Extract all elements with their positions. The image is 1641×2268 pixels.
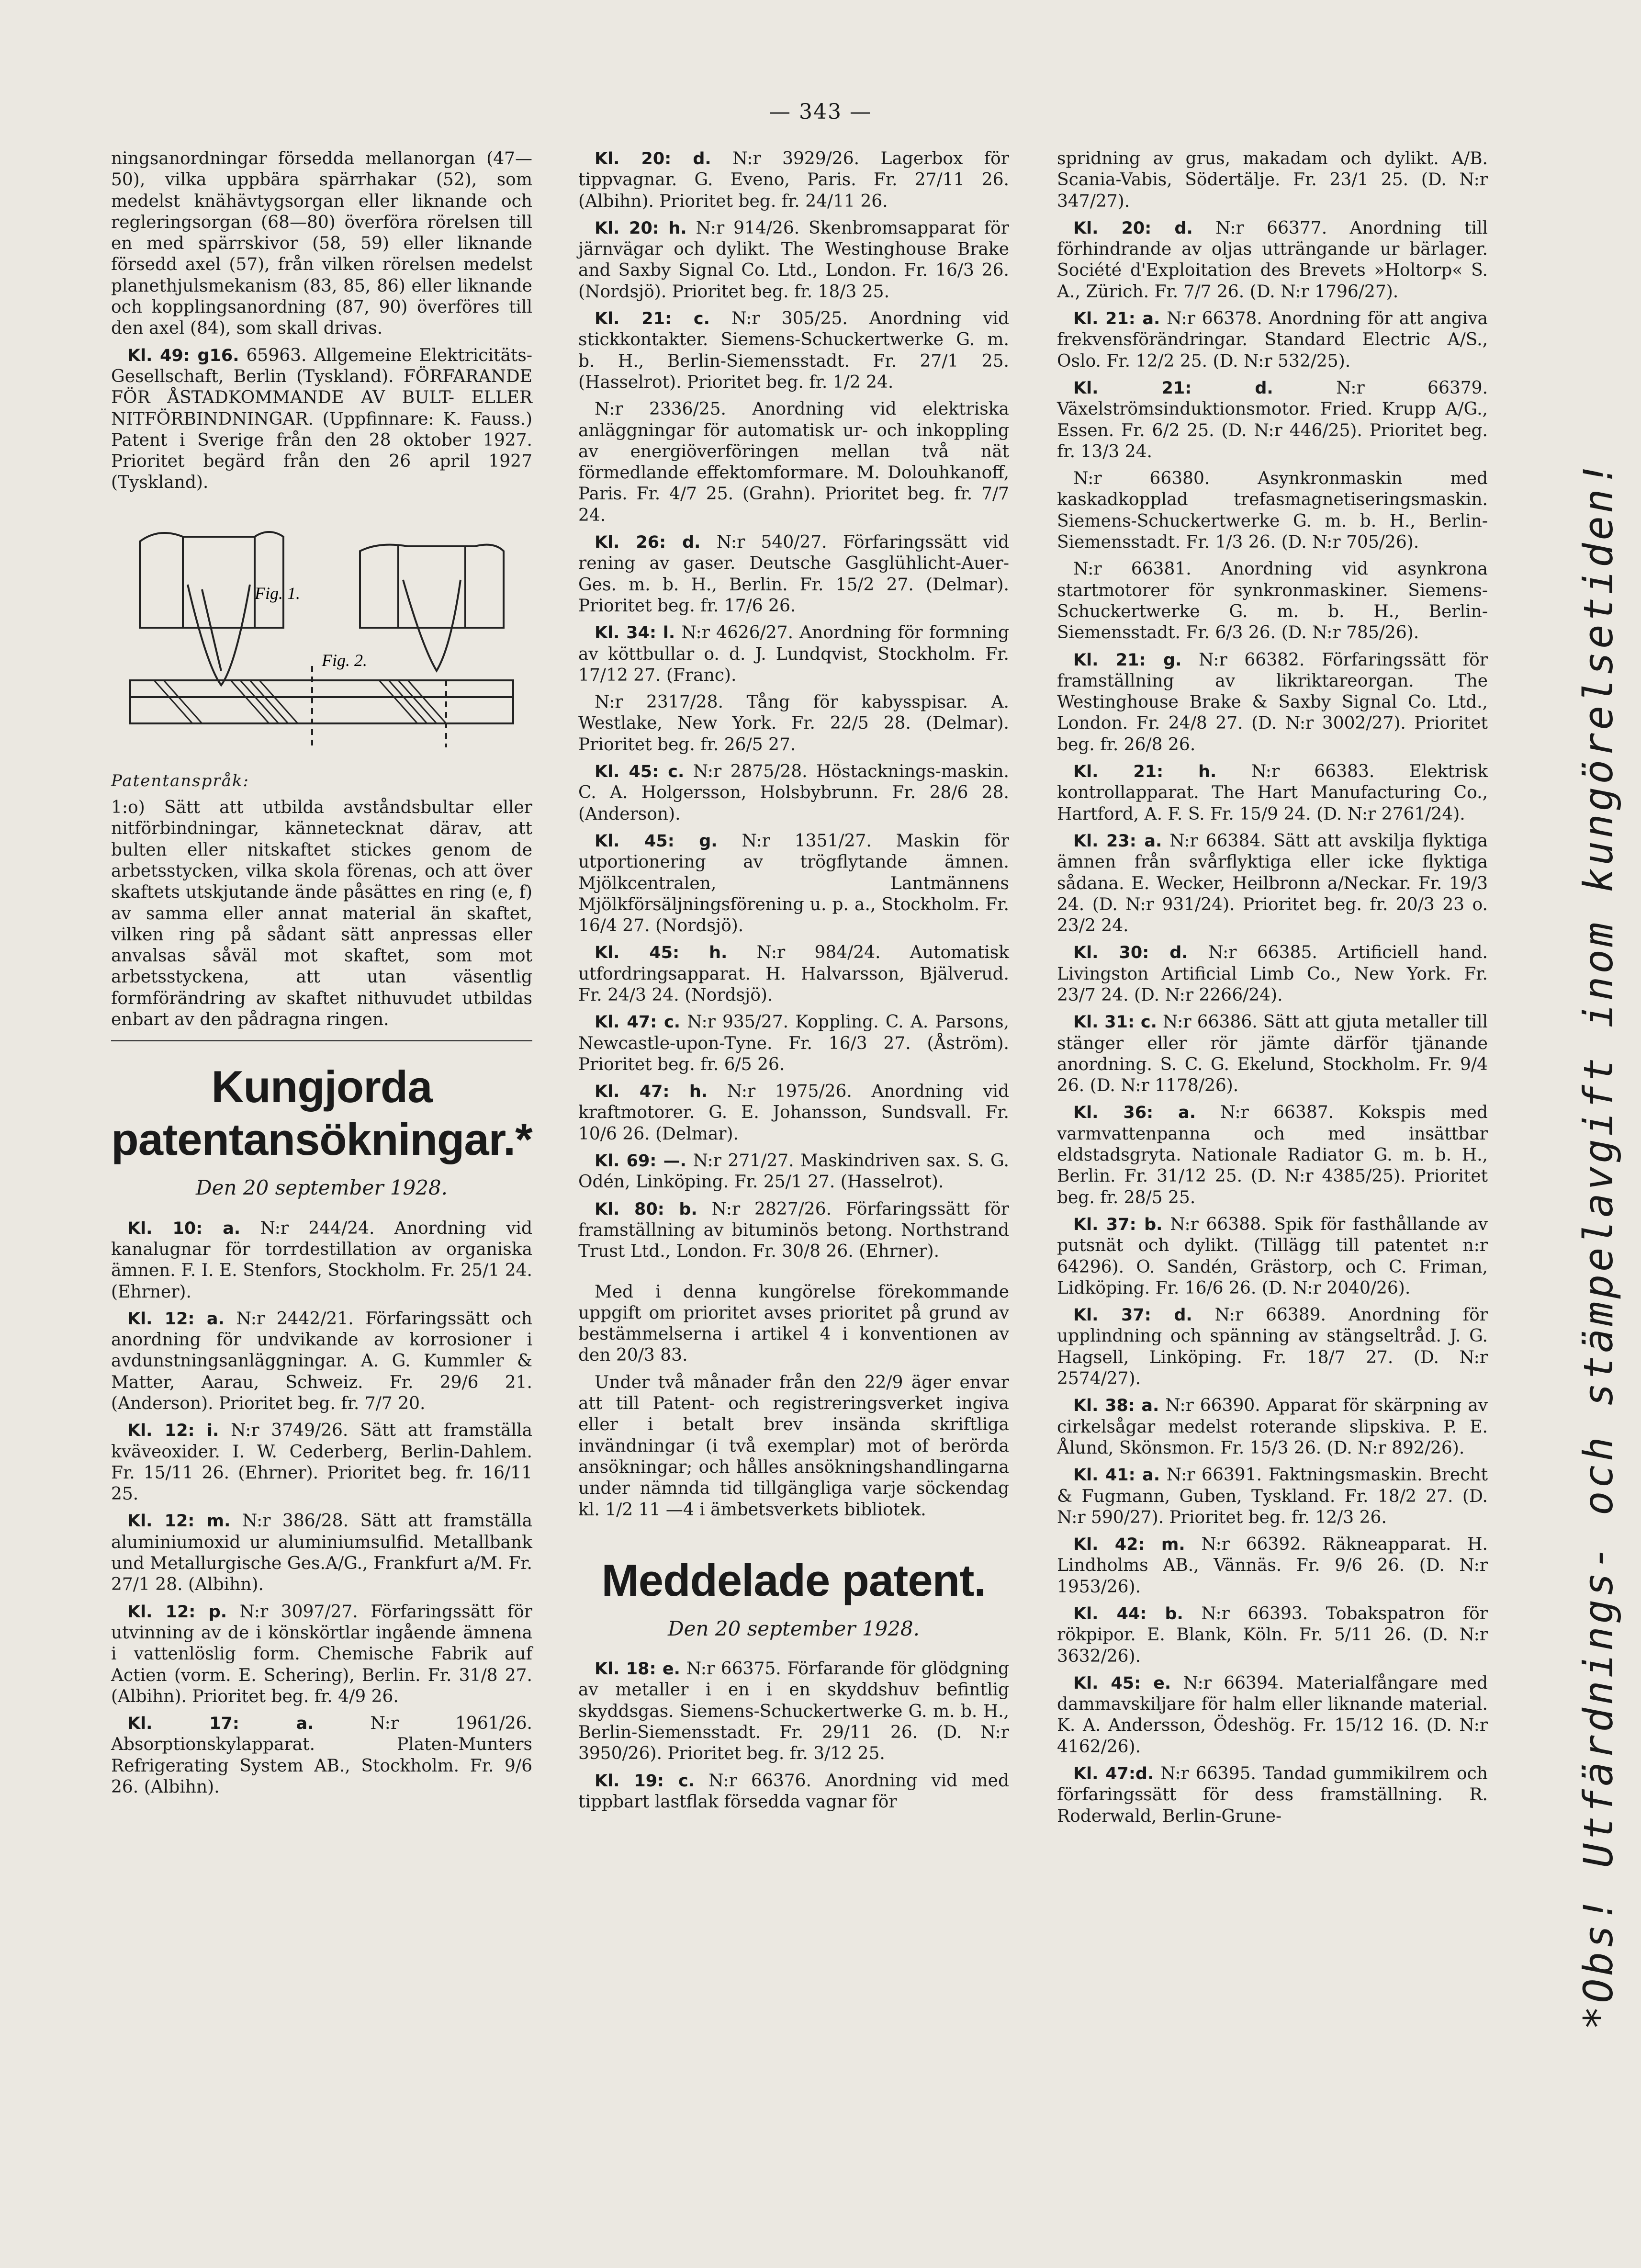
entry-text: N:r 66382. Förfaringssätt för framställning av likriktareorgan. The Westinghouse Brake & Saxby Signal Co. Ltd., London. Fr. 24/8 27. (D. N:r 3002/27). Prioritet beg. fr. 26/8 26. xyxy=(1057,650,1488,755)
entry-text: N:r 1351/27. Maskin för utportionering av trögflytande ämnen. Mjölkcentralen, Lantmännens Mjölkförsäljningsförening u. p. a., Stockholm. Fr. 16/4 27. (Nordsjö). xyxy=(578,831,1009,936)
page-number: — 343 — xyxy=(769,100,872,124)
class-label: Kl. 38: a. xyxy=(1073,1396,1159,1416)
entry-text: N:r 66395. Tandad gummikilrem och förfaringssätt för dess framställning. R. Roderwald, Berlin-Grune- xyxy=(1057,1764,1488,1826)
application-entry xyxy=(111,1420,532,1505)
class-label: Kl. 41: a. xyxy=(1073,1466,1160,1485)
entry-text: N:r 540/27. Förfaringssätt vid rening av gaser. Deutsche Gasglühlicht-Auer-Ges. m. b. H., Berlin. Fr. 15/2 27. (Delmar). Prioritet beg. fr. 17/6 26. xyxy=(578,532,1009,616)
application-entry xyxy=(111,1713,532,1798)
entry-text: spridning av grus, makadam och dylikt. A/B. Scania-Vabis, Södertälje. Fr. 23/1 25. (D. N:r 347/27). xyxy=(1057,149,1488,211)
application-entry xyxy=(578,761,1009,825)
class-label: Kl. 21: g. xyxy=(1073,650,1182,670)
class-label: Kl. 80: b. xyxy=(595,1199,697,1219)
entry-text: N:r 271/27. Maskindriven sax. S. G. Odén, Linköping. Fr. 25/1 27. (Hasselrot). xyxy=(578,1151,1009,1192)
entry-text: N:r 66392. Räkneapparat. H. Lindholms AB., Vännäs. Fr. 9/6 26. (D. N:r 1953/26). xyxy=(1057,1535,1488,1597)
section-date: Den 20 september 1928. xyxy=(668,1616,920,1640)
application-entry xyxy=(578,1081,1009,1145)
entry-text: N:r 305/25. Anordning vid stickkontakter. Siemens-Schuckertwerke G. m. b. H., Berlin-Siemensstadt. Fr. 27/1 25. (Hasselrot). Prioritet beg. fr. 1/2 24. xyxy=(578,309,1010,392)
entry-text: N:r 935/27. Koppling. C. A. Parsons, Newcastle-upon-Tyne. Fr. 16/3 27. (Åström). Prioritet beg. fr. 6/5 26. xyxy=(578,1012,1009,1074)
class-label: Kl. 36: a. xyxy=(1073,1103,1196,1123)
application-entry xyxy=(111,1602,532,1707)
section-heading-applications: Kungjorda patentansökningar.* xyxy=(111,1061,532,1165)
class-label: Kl. 21: d. xyxy=(1073,378,1273,398)
entry-text: N:r 66385. Artificiell hand. Livingston Artificial Limb Co., New York. Fr. 23/7 24. (D. N:r 2266/24). xyxy=(1057,943,1488,1005)
class-label: Kl. 47: h. xyxy=(595,1082,708,1102)
application-entry xyxy=(578,622,1009,686)
entry-text: N:r 244/24. Anordning vid kanalugnar för torrdestillation av organiska ämnen. F. I. E. Stenfors, Stockholm. Fr. 25/1 24. (Ehrner). xyxy=(111,1218,533,1302)
class-label: Kl. 45: h. xyxy=(595,943,728,963)
patent-entry xyxy=(1057,650,1488,756)
class-label: Kl. 49: g16. xyxy=(127,346,239,365)
application-entry xyxy=(578,399,1009,526)
entry-text: N:r 3929/26. Lagerbox för tippvagnar. G. Eveno, Paris. Fr. 27/11 26. (Albihn). Prioritet beg. fr. 24/11 26. xyxy=(578,149,1009,211)
patent-entry xyxy=(1057,559,1488,643)
application-entry xyxy=(578,942,1009,1006)
patent-entry xyxy=(1057,831,1488,937)
section-divider xyxy=(111,1040,532,1041)
entry-text: N:r 1975/26. Anordning vid kraftmotorer. G. E. Johansson, Sundsvall. Fr. 10/6 26. (Delmar). xyxy=(578,1082,1009,1144)
class-label: Kl. 45: c. xyxy=(595,762,685,782)
entry-text: N:r 66377. Anordning till förhindrande av oljas utträngande ur bärlager. Société d'Exploitation des Brevets »Holtorp« S. A., Zürich. Fr. 7/7 26. (D. N:r 1796/27). xyxy=(1057,218,1488,302)
column-2 xyxy=(578,148,1009,1818)
patent-entry xyxy=(1057,378,1488,463)
entry-text: N:r 2317/28. Tång för kabysspisar. A. Westlake, New York. Fr. 22/5 28. (Delmar). Prioritet beg. fr. 26/5 27. xyxy=(578,692,1009,755)
entry-text: N:r 2875/28. Höstacknings-maskin. C. A. Holgersson, Holsbybrunn. Fr. 28/6 28. (Anderson). xyxy=(578,762,1009,824)
entry-text: N:r 914/26. Skenbromsapparat för järnvägar och dylikt. The Westinghouse Brake and Saxby Signal Co. Ltd., London. Fr. 16/3 26. (Nordsjö). Prioritet beg. fr. 18/3 25. xyxy=(578,218,1009,302)
fig1-label: Fig. 1. xyxy=(255,583,300,603)
class-label: Kl. 45: e. xyxy=(1073,1673,1171,1693)
class-label: Kl. 10: a. xyxy=(127,1219,241,1238)
class-label: Kl. 21: h. xyxy=(1073,762,1217,782)
class-label: Kl. 47: c. xyxy=(595,1013,681,1032)
class-label: Kl. 26: d. xyxy=(595,533,701,553)
application-entry xyxy=(578,1199,1009,1263)
class-label: Kl. 21: a. xyxy=(1073,309,1160,329)
entry-text: N:r 66387. Kokspis med varmvattenpanna och med insättbar eldstadsgryta. Nationale Radiator G. m. b. H., Berlin. Fr. 31/12 25. (D. N:r 4385/25). Prioritet beg. fr. 28/5 25. xyxy=(1057,1103,1488,1207)
application-entry xyxy=(578,218,1009,303)
entry-text: N:r 66394. Materialfångare med dammavskiljare för halm eller liknande material. K. A. Andersson, Ödeshög. Fr. 15/12 16. (D. N:r 4162/26). xyxy=(1057,1673,1488,1757)
patent-entry xyxy=(111,345,532,494)
class-label: Kl. 17: a. xyxy=(127,1714,314,1734)
patent-entry xyxy=(1057,1102,1488,1208)
entry-text: N:r 386/28. Sätt att framställa aluminiumoxid ur aluminiumsulfid. Metallbank und Metallurgische Ges.A/G., Frankfurt a/M. Fr. 27/1 28. (Albihn). xyxy=(111,1511,532,1595)
class-label: Kl. 12: i. xyxy=(127,1421,219,1441)
entry-text: N:r 66389. Anordning för upplindning och spänning av stängseltråd. J. G. Hagsell, Linköping. Fr. 18/7 27. (D. N:r 2574/27). xyxy=(1057,1305,1488,1389)
rivet-figure-svg xyxy=(111,508,532,757)
claim-heading: Patentanspråk: xyxy=(111,771,249,790)
class-label: Kl. 18: e. xyxy=(595,1659,680,1679)
class-label: Kl. 21: c. xyxy=(595,309,710,329)
application-entry xyxy=(111,1511,532,1595)
class-label: Kl. 45: g. xyxy=(595,831,718,851)
entry-text: N:r 66381. Anordning vid asynkrona startmotorer för synkronmaskiner. Siemens-Schuckertwerke G. m. b. H., Berlin-Siemensstadt. Fr. 6/3 26. (D. N:r 785/26). xyxy=(1057,559,1488,643)
entry-text: N:r 66380. Asynkronmaskin med kaskadkopplad trefasmagnetiseringsmaskin. Siemens-Schuckertwerke G. m. b. H., Berlin-Siemensstadt. Fr. 1/3 26. (D. N:r 705/26). xyxy=(1057,469,1488,553)
class-label: Kl. 12: a. xyxy=(127,1309,225,1329)
class-label: Kl. 20: d. xyxy=(1073,218,1193,238)
patent-entry xyxy=(1057,1395,1488,1459)
entry-text: N:r 66384. Sätt att avskilja flyktiga ämnen från svårflyktiga eller icke flyktiga sådana. E. Wecker, Heilbronn a/Neckar. Fr. 19/3 24. (D. N:r 931/24). Prioritet beg. fr. 20/3 23 o. 23/2 24. xyxy=(1057,831,1488,936)
patent-entry xyxy=(1057,1603,1488,1667)
entry-text: N:r 66376. Anordning vid med tippbart lastflak försedda vagnar för xyxy=(578,1771,1009,1812)
column-3 xyxy=(1057,148,1488,1833)
class-label: Kl. 37: b. xyxy=(1073,1215,1163,1234)
entry-text: N:r 66375. Förfarande för glödgning av metaller i en i en skyddshuv befintlig skyddsgas. Siemens-Schuckertwerke G. m. b. H., Berlin-Siemensstadt. Fr. 29/11 26. (D. N:r 3950/26). Prioritet beg. fr. 3/12 25. xyxy=(578,1659,1009,1764)
patent-entry xyxy=(1057,1673,1488,1758)
entry-text: N:r 66379. Växelströmsinduktionsmotor. Fried. Krupp A/G., Essen. Fr. 6/2 25. (D. N:r 446/25). Prioritet beg. fr. 13/3 24. xyxy=(1057,378,1488,462)
technical-drawing xyxy=(111,508,532,757)
class-label: Kl. 20: h. xyxy=(595,218,687,238)
objection-note: Under två månader från den 22/9 äger envar att till Patent- och registreringsverket ingiva eller i betalt brev insända skriftliga invändningar (i två exemplar) mot of berörda ansökningar; och hålles ansökningshandlingarna under nämnda tid tillgängliga varje söckendag kl. 1/2 11 —4 i ämbetsverkets bibliotek. xyxy=(578,1372,1009,1520)
entry-text: 65963. Allgemeine Elektricitäts-Gesellschaft, Berlin (Tyskland). FÖRFARANDE FÖR ÅSTADKOMMANDE AV BULT- ELLER NITFÖRBINDNINGAR. (Uppfinnare: K. Fauss.) Patent i Sverige från den 28 oktober 1927. Prioritet begärd från den 26 april 1927 (Tyskland). xyxy=(111,345,533,493)
class-label: Kl. 47:d. xyxy=(1073,1764,1154,1784)
class-label: Kl. 31: c. xyxy=(1073,1013,1157,1032)
patent-entry xyxy=(1057,1012,1488,1096)
class-label: Kl. 23: a. xyxy=(1073,831,1162,851)
patent-entry xyxy=(1057,942,1488,1006)
intro-paragraph: ningsanordningar försedda mellanorgan (47—50), vilka uppbära spärrhakar (52), som medelst knähävtygsorgan eller liknande och regleringsorgan (68—80) överföra rörelsen till en med spärrskivor (58, 59) eller liknande försedd axel (57), från vilken rörelsen medelst planethjulsmekanism (83, 85, 86) eller liknande och kopplingsanordning (87, 90) överföres till den axel (84), som skall drivas. xyxy=(111,149,532,339)
patent-entry xyxy=(1057,308,1488,372)
class-label: Kl. 34: l. xyxy=(595,623,675,643)
section-date: Den 20 september 1928. xyxy=(196,1176,448,1200)
entry-text: N:r 2442/21. Förfaringssätt och anordning för undvikande av korrosioner i avdunstningsanläggningar. A. G. Kummler & Matter, Aarau, Schweiz. Fr. 29/6 21. (Anderson). Prioritet beg. fr. 7/7 20. xyxy=(111,1309,532,1413)
class-label: Kl. 12: m. xyxy=(127,1512,231,1531)
class-label: Kl. 19: c. xyxy=(595,1771,695,1791)
patent-entry xyxy=(1057,1214,1488,1299)
priority-note: Med i denna kungörelse förekommande uppgift om prioritet avses prioritet på grund av bestämmelserna i artikel 4 i konventionen av den 20/3 83. xyxy=(578,1282,1009,1365)
entry-text: N:r 66378. Anordning för att angiva frekvensförändringar. Standard Electric A/S., Oslo. Fr. 12/2 25. (D. N:r 532/25). xyxy=(1057,309,1488,371)
patent-entry xyxy=(1057,218,1488,303)
patent-entry xyxy=(1057,1465,1488,1528)
patent-entry xyxy=(1057,1763,1488,1827)
section-heading-granted: Meddelade patent. xyxy=(601,1555,986,1605)
entry-text: N:r 2827/26. Förfaringssätt för framställning av bituminös betong. Northstrand Trust Ltd., London. Fr. 30/8 26. (Ehrner). xyxy=(578,1199,1009,1262)
patent-entry xyxy=(1057,148,1488,212)
entry-text: N:r 66383. Elektrisk kontrollapparat. The Hart Manufacturing Co., Hartford, A. F. S. Fr. 15/9 24. (D. N:r 2761/24). xyxy=(1057,762,1488,824)
entry-text: N:r 66391. Faktningsmaskin. Brecht & Fugmann, Guben, Tyskland. Fr. 18/2 27. (D. N:r 590/27). Prioritet beg. fr. 12/3 26. xyxy=(1057,1465,1488,1527)
patent-entry xyxy=(1057,1534,1488,1598)
patent-entry xyxy=(1057,468,1488,553)
class-label: Kl. 69: —. xyxy=(595,1151,686,1171)
entry-text: N:r 1961/26. Absorptionskylapparat. Platen-Munters Refrigerating System AB., Stockholm. Fr. 9/6 26. (Albihn). xyxy=(111,1714,532,1797)
class-label: Kl. 12: p. xyxy=(127,1602,227,1622)
patent-entry xyxy=(1057,761,1488,825)
claim-text: 1:o) Sätt att utbilda avståndsbultar eller nitförbindningar, kännetecknat därav, att bulten eller nitskaftet stickes genom de arbetsstycken, vilka skola förenas, och att över skaftets utskjutande ände påsättes en ring (e, f) av samma eller annat material än skaftet, vilken ring på sådant sätt anpressas eller anvalsas såväl mot skaftet, som mot arbetsstyckena, att utan väsentlig formförändring av skaftet nithuvudet utbildas enbart av den pådragna ringen. xyxy=(111,798,532,1030)
entry-text: N:r 2336/25. Anordning vid elektriska anläggningar för automatisk ur- och inkoppling av energiöverföringen mellan två nät förmedlande effektomformare. M. Dolouhkanoff, Paris. Fr. 4/7 25. (Grahn). Prioritet beg. fr. 7/7 24. xyxy=(578,399,1009,525)
column-1 xyxy=(111,148,532,1804)
application-entry xyxy=(578,532,1009,617)
application-entry xyxy=(578,831,1009,937)
margin-sidebar xyxy=(1527,91,1623,2054)
application-entry xyxy=(578,1012,1009,1075)
entry-text: N:r 66388. Spik för fasthållande av putsnät och dylikt. (Tillägg till patentet n:r 64296). O. Sandén, Grästorp, och C. Friman, Lidköping. Fr. 16/6 26. (D. N:r 2040/26). xyxy=(1057,1214,1488,1298)
entry-text: N:r 66390. Apparat för skärpning av cirkelsågar medelst roterande slipskiva. P. E. Ålund, Skönsmon. Fr. 15/3 26. (D. N:r 892/26). xyxy=(1057,1396,1488,1458)
application-entry xyxy=(578,148,1009,212)
entry-text: N:r 66393. Tobakspatron för rökpipor. E. Blank, Köln. Fr. 5/11 26. (D. N:r 3632/26). xyxy=(1057,1604,1488,1666)
patent-entry xyxy=(1057,1305,1488,1389)
class-label: Kl. 30: d. xyxy=(1073,943,1188,963)
patent-entry xyxy=(578,1659,1009,1764)
class-label: Kl. 37: d. xyxy=(1073,1306,1192,1325)
application-entry xyxy=(111,1218,532,1303)
entry-text: N:r 66386. Sätt att gjuta metaller till stänger eller rör jämte därför tjänande anordning. S. C. G. Ekelund, Stockholm. Fr. 9/4 26. (D. N:r 1178/26). xyxy=(1057,1012,1488,1096)
application-entry xyxy=(111,1309,532,1414)
application-entry xyxy=(578,308,1009,393)
entry-text: N:r 3097/27. Förfaringssätt för utvinning av de i könskörtlar ingående ämnena i vattenlöslig form. Chemische Fabrik auf Actien (vorm. E. Schering), Berlin. Fr. 31/8 27. (Albihn). Prioritet beg. fr. 4/9 26. xyxy=(111,1602,532,1706)
entry-text: N:r 3749/26. Sätt att framställa kväveoxider. I. W. Cederberg, Berlin-Dahlem. Fr. 15/11 26. (Ehrner). Prioritet beg. fr. 16/11 25. xyxy=(111,1421,533,1504)
application-entry xyxy=(578,692,1009,756)
class-label: Kl. 42: m. xyxy=(1073,1535,1185,1555)
patent-entry xyxy=(578,1771,1009,1813)
entry-text: N:r 4626/27. Anordning för formning av köttbullar o. d. J. Lundqvist, Stockholm. Fr. 17/12 27. (Franc). xyxy=(578,623,1009,685)
fee-notice: *Obs! Utfärdnings- och stämpelavgift inom kungörelsetiden! xyxy=(1575,459,1622,2030)
fig2-label: Fig. 2. xyxy=(322,650,367,670)
entry-text: N:r 984/24. Automatisk utfordringsapparat. H. Halvarsson, Bjälverud. Fr. 24/3 24. (Nordsjö). xyxy=(578,943,1009,1005)
class-label: Kl. 20: d. xyxy=(595,149,711,169)
application-entry xyxy=(578,1151,1009,1193)
class-label: Kl. 44: b. xyxy=(1073,1604,1183,1624)
